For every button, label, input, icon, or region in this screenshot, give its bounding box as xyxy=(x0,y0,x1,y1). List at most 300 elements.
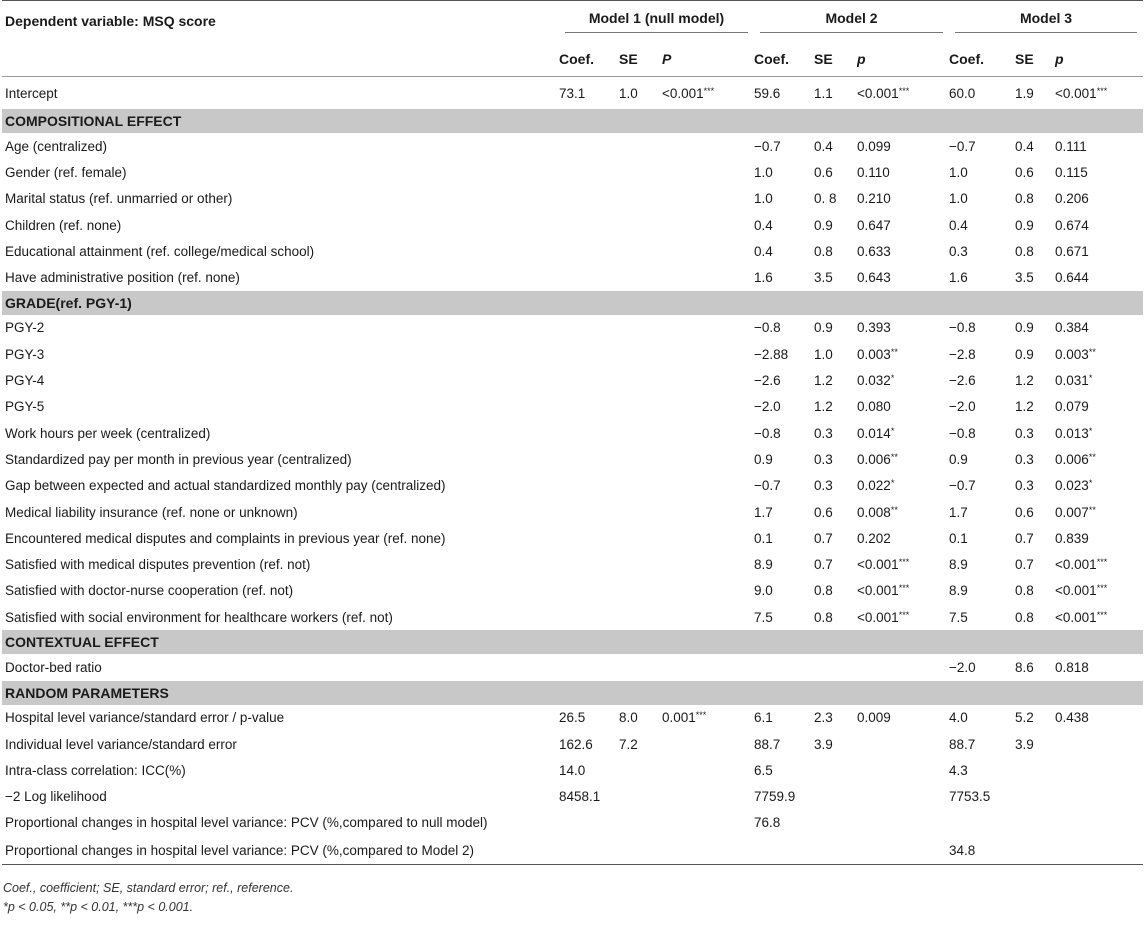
p-cell xyxy=(662,757,754,783)
section-title: RANDOM PARAMETERS xyxy=(2,681,1143,705)
se-cell xyxy=(1015,810,1055,836)
section-header xyxy=(2,681,1143,705)
p-cell xyxy=(662,341,754,367)
p-cell xyxy=(662,784,754,810)
se-cell: 0.3 xyxy=(814,425,833,441)
coef-cell xyxy=(559,420,619,446)
significance-stars: *** xyxy=(898,609,910,620)
table-row xyxy=(2,705,1143,731)
coef-cell xyxy=(754,654,814,680)
coef-cell: 7.5 xyxy=(754,609,773,625)
p-cell: 0.023* xyxy=(1055,478,1093,494)
p-cell: <0.001*** xyxy=(1055,85,1108,101)
se-cell: 0.8 xyxy=(814,583,833,599)
coef-cell: 8.9 xyxy=(949,557,968,573)
coef-cell: 73.1 xyxy=(559,85,586,101)
coef-cell: 7759.9 xyxy=(754,789,796,805)
se-cell: 5.2 xyxy=(1015,710,1034,726)
coef-cell xyxy=(559,315,619,341)
row-label: PGY-4 xyxy=(5,373,45,389)
row-label: Doctor-bed ratio xyxy=(5,659,102,675)
significance-stars: * xyxy=(890,478,895,489)
table-footnote xyxy=(3,879,1145,917)
table-row xyxy=(2,836,1143,865)
p-cell: 0.633 xyxy=(857,243,891,259)
se-cell xyxy=(619,784,662,810)
significance-stars: ** xyxy=(890,346,898,357)
p-cell xyxy=(857,836,949,865)
se-cell: 0.3 xyxy=(1015,451,1034,467)
significance-stars: ** xyxy=(1088,504,1096,515)
se-cell xyxy=(619,499,662,525)
p-cell xyxy=(1055,836,1143,865)
p-cell: <0.001*** xyxy=(662,85,715,101)
col-p: p xyxy=(857,41,949,77)
se-cell: 1.2 xyxy=(814,373,833,389)
p-cell xyxy=(662,810,754,836)
coef-cell: 8.9 xyxy=(949,583,968,599)
se-cell: 0.7 xyxy=(1015,557,1034,573)
row-label: Satisfied with social environment for healthcare workers (ref. not) xyxy=(5,609,393,625)
coef-cell: 76.8 xyxy=(754,815,781,831)
p-cell: 0.393 xyxy=(857,320,891,336)
se-cell: 0.6 xyxy=(1015,504,1034,520)
table-row xyxy=(2,604,1143,630)
p-cell xyxy=(662,473,754,499)
row-label: Gap between expected and actual standardized monthly pay (centralized) xyxy=(5,478,446,494)
p-cell xyxy=(662,238,754,264)
se-cell xyxy=(619,133,662,159)
table-row xyxy=(2,264,1143,290)
significance-stars: *** xyxy=(898,557,910,568)
table-row xyxy=(2,757,1143,783)
p-cell: 0.674 xyxy=(1055,217,1089,233)
row-label: Marital status (ref. unmarried or other) xyxy=(5,191,233,207)
model-3-header: Model 3 xyxy=(949,1,1143,42)
row-label: Standardized pay per month in previous year (centralized) xyxy=(5,451,352,467)
se-cell: 0.7 xyxy=(1015,530,1034,546)
col-p: p xyxy=(1055,41,1143,77)
p-cell xyxy=(1055,731,1143,757)
p-cell: 0.014* xyxy=(857,425,895,441)
coef-cell xyxy=(559,133,619,159)
se-cell xyxy=(619,446,662,472)
p-cell xyxy=(662,731,754,757)
coef-cell: 0.4 xyxy=(754,243,773,259)
p-cell: 0.818 xyxy=(1055,659,1089,675)
se-cell: 0.8 xyxy=(1015,609,1034,625)
coef-cell xyxy=(559,810,619,836)
col-se: SE xyxy=(1015,41,1055,77)
se-cell xyxy=(619,367,662,393)
p-cell xyxy=(662,836,754,865)
se-cell xyxy=(814,810,857,836)
table-row xyxy=(2,551,1143,577)
p-cell xyxy=(662,367,754,393)
coef-cell xyxy=(559,446,619,472)
p-cell: 0.008** xyxy=(857,504,898,520)
se-cell: 1.1 xyxy=(814,85,833,101)
coef-cell: 0.3 xyxy=(949,243,968,259)
coef-cell: 4.3 xyxy=(949,762,968,778)
p-cell xyxy=(662,315,754,341)
row-label: Hospital level variance/standard error / p-value xyxy=(5,710,285,726)
p-cell: 0.647 xyxy=(857,217,891,233)
p-cell xyxy=(662,394,754,420)
section-header xyxy=(2,109,1143,133)
se-cell: 0.9 xyxy=(814,217,833,233)
col-p: P xyxy=(662,41,754,77)
p-cell: 0.079 xyxy=(1055,399,1089,415)
coef-cell: 0.4 xyxy=(754,217,773,233)
p-cell: 0.202 xyxy=(857,530,891,546)
significance-stars: ** xyxy=(1088,346,1096,357)
p-cell: <0.001*** xyxy=(857,583,910,599)
model-2-header: Model 2 xyxy=(754,1,949,42)
se-cell xyxy=(619,551,662,577)
se-cell: 3.5 xyxy=(814,270,833,286)
p-cell: 0.099 xyxy=(857,138,891,154)
p-cell xyxy=(662,525,754,551)
table-row xyxy=(2,212,1143,238)
se-cell xyxy=(619,578,662,604)
p-cell: 0.210 xyxy=(857,191,891,207)
coef-cell: 1.0 xyxy=(754,191,773,207)
se-cell xyxy=(619,473,662,499)
p-cell: 0.007** xyxy=(1055,504,1096,520)
se-cell xyxy=(619,264,662,290)
row-label: Encountered medical disputes and complaints in previous year (ref. none) xyxy=(5,530,446,546)
p-cell xyxy=(857,784,949,810)
significance-stars: ** xyxy=(1088,451,1096,462)
significance-stars: * xyxy=(890,425,895,436)
p-cell xyxy=(857,757,949,783)
table-row xyxy=(2,159,1143,185)
coef-cell xyxy=(754,836,814,865)
model-1-header: Model 1 (null model) xyxy=(559,1,754,42)
row-label: Satisfied with doctor-nurse cooperation (ref. not) xyxy=(5,583,294,599)
p-cell: <0.001*** xyxy=(857,609,910,625)
se-cell: 1.0 xyxy=(814,346,833,362)
se-cell xyxy=(619,654,662,680)
coef-cell: −0.7 xyxy=(949,138,976,154)
section-title: GRADE(ref. PGY-1) xyxy=(2,291,1143,315)
section-header xyxy=(2,630,1143,654)
coef-cell xyxy=(559,654,619,680)
coef-cell: 26.5 xyxy=(559,710,586,726)
se-cell xyxy=(814,836,857,865)
row-label: Proportional changes in hospital level variance: PCV (%,compared to Model 2) xyxy=(2,836,559,865)
se-cell xyxy=(619,159,662,185)
regression-table xyxy=(2,0,1143,865)
significance-stars: *** xyxy=(1096,85,1108,96)
row-label: Have administrative position (ref. none) xyxy=(5,270,240,286)
p-cell: 0.006** xyxy=(1055,451,1096,467)
coef-cell: −2.88 xyxy=(754,346,789,362)
table-row xyxy=(2,525,1143,551)
se-cell: 0.4 xyxy=(1015,138,1034,154)
section-title: CONTEXTUAL EFFECT xyxy=(2,630,1143,654)
p-cell xyxy=(857,654,949,680)
p-cell xyxy=(1055,810,1143,836)
row-label: Educational attainment (ref. college/medical school) xyxy=(5,243,315,259)
se-cell: 0.6 xyxy=(814,164,833,180)
significance-stars: *** xyxy=(898,583,910,594)
coef-cell xyxy=(559,836,619,865)
table-row xyxy=(2,315,1143,341)
row-label: Medical liability insurance (ref. none or unknown) xyxy=(5,504,298,520)
table-row xyxy=(2,133,1143,159)
coef-cell: 34.8 xyxy=(949,836,1015,865)
coef-cell: −2.0 xyxy=(949,659,976,675)
se-cell: 0.3 xyxy=(1015,425,1034,441)
se-cell: 0.9 xyxy=(1015,217,1034,233)
coef-cell: 14.0 xyxy=(559,762,586,778)
coef-cell: 162.6 xyxy=(559,736,593,752)
se-cell: 0.9 xyxy=(1015,346,1034,362)
coef-cell xyxy=(949,810,1015,836)
table-row xyxy=(2,810,1143,836)
se-cell xyxy=(1015,757,1055,783)
coef-cell: −2.6 xyxy=(949,373,976,389)
p-cell xyxy=(662,578,754,604)
p-cell xyxy=(662,604,754,630)
se-cell xyxy=(814,784,857,810)
se-cell: 3.9 xyxy=(814,736,833,752)
coef-cell: 0.4 xyxy=(949,217,968,233)
se-cell xyxy=(619,420,662,446)
p-cell: <0.001*** xyxy=(1055,583,1108,599)
p-cell: 0.644 xyxy=(1055,270,1089,286)
coef-cell xyxy=(559,473,619,499)
se-cell: 0.6 xyxy=(814,504,833,520)
p-cell: 0.080 xyxy=(857,399,891,415)
table-row xyxy=(2,420,1143,446)
significance-stars: ** xyxy=(890,451,898,462)
coef-cell: −2.0 xyxy=(754,399,781,415)
p-cell: 0.009 xyxy=(857,710,891,726)
p-cell: 0.671 xyxy=(1055,243,1089,259)
p-cell: 0.643 xyxy=(857,270,891,286)
se-cell xyxy=(619,238,662,264)
significance-stars: *** xyxy=(703,85,715,96)
table-row xyxy=(2,654,1143,680)
coef-cell: 1.0 xyxy=(949,164,968,180)
coef-cell xyxy=(559,264,619,290)
se-cell: 3.5 xyxy=(1015,270,1034,286)
coef-cell: −0.8 xyxy=(949,425,976,441)
se-cell: 0.3 xyxy=(814,478,833,494)
se-cell: 1.2 xyxy=(1015,373,1034,389)
col-coef: Coef. xyxy=(559,41,619,77)
coef-cell xyxy=(559,367,619,393)
coef-cell: 8458.1 xyxy=(559,789,601,805)
p-cell xyxy=(857,810,949,836)
se-cell xyxy=(619,186,662,212)
coef-cell xyxy=(559,212,619,238)
se-cell: 0.8 xyxy=(1015,583,1034,599)
table-row xyxy=(2,446,1143,472)
p-cell: 0.003** xyxy=(1055,346,1096,362)
p-cell xyxy=(662,264,754,290)
p-cell: <0.001*** xyxy=(1055,557,1108,573)
table-row xyxy=(2,77,1143,110)
p-cell: <0.001*** xyxy=(857,85,910,101)
se-cell xyxy=(619,341,662,367)
coef-cell: 1.0 xyxy=(754,164,773,180)
coef-cell: 7753.5 xyxy=(949,789,991,805)
se-cell: 8.0 xyxy=(619,710,638,726)
se-cell xyxy=(619,836,662,865)
coef-cell xyxy=(559,394,619,420)
section-header xyxy=(2,291,1143,315)
col-coef: Coef. xyxy=(754,41,814,77)
se-cell xyxy=(619,212,662,238)
header-row-columns xyxy=(2,41,1143,77)
row-label: PGY-2 xyxy=(5,320,45,336)
se-cell: 8.6 xyxy=(1015,659,1034,675)
se-cell: 0.8 xyxy=(1015,243,1034,259)
p-cell xyxy=(662,212,754,238)
coef-cell: −2.0 xyxy=(949,399,976,415)
se-cell xyxy=(619,525,662,551)
table-row xyxy=(2,731,1143,757)
coef-cell: 0.9 xyxy=(949,451,968,467)
coef-cell: 88.7 xyxy=(949,736,976,752)
row-label: Individual level variance/standard error xyxy=(5,736,237,752)
table-row xyxy=(2,499,1143,525)
table-row xyxy=(2,238,1143,264)
se-cell: 0.7 xyxy=(814,530,833,546)
col-coef: Coef. xyxy=(949,41,1015,77)
coef-cell xyxy=(559,578,619,604)
coef-cell: 1.7 xyxy=(754,504,773,520)
coef-cell xyxy=(559,186,619,212)
significance-stars: *** xyxy=(898,85,910,96)
p-cell: 0.001*** xyxy=(662,710,707,726)
se-cell: 0.8 xyxy=(1015,191,1034,207)
row-label: PGY-5 xyxy=(5,399,45,415)
row-label: Gender (ref. female) xyxy=(5,164,127,180)
p-cell xyxy=(662,654,754,680)
coef-cell: 1.7 xyxy=(949,504,968,520)
coef-cell: −0.8 xyxy=(754,320,781,336)
p-cell: <0.001*** xyxy=(857,557,910,573)
coef-cell: −0.7 xyxy=(754,138,781,154)
p-cell: 0.839 xyxy=(1055,530,1089,546)
coef-cell: 8.9 xyxy=(754,557,773,573)
p-cell: <0.001*** xyxy=(1055,609,1108,625)
se-cell xyxy=(619,757,662,783)
row-label: Intra-class correlation: ICC(%) xyxy=(5,762,186,778)
significance-stars: *** xyxy=(1096,583,1108,594)
row-label: Age (centralized) xyxy=(5,138,108,154)
col-se: SE xyxy=(814,41,857,77)
header-row-models xyxy=(2,1,1143,42)
se-cell: 3.9 xyxy=(1015,736,1034,752)
coef-cell: 9.0 xyxy=(754,583,773,599)
se-cell xyxy=(619,394,662,420)
coef-cell: 1.6 xyxy=(754,270,773,286)
coef-cell: 60.0 xyxy=(949,85,976,101)
p-cell: 0.110 xyxy=(857,164,890,180)
coef-cell: −0.7 xyxy=(754,478,781,494)
p-cell xyxy=(662,499,754,525)
p-cell: 0.111 xyxy=(1055,138,1087,154)
coef-cell xyxy=(559,341,619,367)
se-cell xyxy=(1015,784,1055,810)
se-cell: 1.2 xyxy=(814,399,833,415)
significance-stars: * xyxy=(1088,373,1093,384)
significance-stars: * xyxy=(1088,478,1093,489)
se-cell: 1.2 xyxy=(1015,399,1034,415)
header-spacer xyxy=(2,41,559,77)
coef-cell: 1.0 xyxy=(949,191,968,207)
se-cell xyxy=(814,757,857,783)
p-cell: 0.003** xyxy=(857,346,898,362)
se-cell: 0.9 xyxy=(814,320,833,336)
p-cell xyxy=(857,731,949,757)
coef-cell xyxy=(559,525,619,551)
coef-cell: 1.6 xyxy=(949,270,968,286)
coef-cell: 59.6 xyxy=(754,85,781,101)
significance-stars: *** xyxy=(1096,557,1108,568)
coef-cell xyxy=(559,499,619,525)
significance-stars: *** xyxy=(1096,609,1108,620)
table-row xyxy=(2,473,1143,499)
se-cell: 0.4 xyxy=(814,138,833,154)
coef-cell: 0.9 xyxy=(754,451,773,467)
significance-stars: * xyxy=(1088,425,1093,436)
p-cell xyxy=(1055,784,1143,810)
p-cell xyxy=(1055,757,1143,783)
coef-cell: 88.7 xyxy=(754,736,781,752)
p-cell: 0.006** xyxy=(857,451,898,467)
coef-cell: −2.8 xyxy=(949,346,976,362)
row-label: −2 Log likelihood xyxy=(5,789,107,805)
section-title: COMPOSITIONAL EFFECT xyxy=(2,109,1143,133)
row-label: Satisfied with medical disputes prevention (ref. not) xyxy=(5,557,311,573)
se-cell: 7.2 xyxy=(619,736,638,752)
se-cell: 0.7 xyxy=(814,557,833,573)
se-cell xyxy=(1015,836,1055,865)
coef-cell xyxy=(559,238,619,264)
coef-cell: 0.1 xyxy=(754,530,773,546)
coef-cell: 6.1 xyxy=(754,710,773,726)
significance-stars: ** xyxy=(890,504,898,515)
p-cell: 0.384 xyxy=(1055,320,1089,336)
coef-cell xyxy=(559,604,619,630)
p-cell xyxy=(662,159,754,185)
row-label: Children (ref. none) xyxy=(5,217,122,233)
p-cell: 0.032* xyxy=(857,373,895,389)
significance-stars: *** xyxy=(695,710,707,721)
p-cell: 0.206 xyxy=(1055,191,1089,207)
table-row xyxy=(2,367,1143,393)
p-cell xyxy=(662,186,754,212)
significance-stars: * xyxy=(890,373,895,384)
table-row xyxy=(2,578,1143,604)
coef-cell xyxy=(559,551,619,577)
row-label: Intercept xyxy=(5,85,58,101)
se-cell: 1.9 xyxy=(1015,85,1034,101)
table-row xyxy=(2,186,1143,212)
se-cell: 1.0 xyxy=(619,85,638,101)
p-cell: 0.031* xyxy=(1055,373,1093,389)
dependent-variable-label: Dependent variable: MSQ score xyxy=(2,1,559,42)
table-row xyxy=(2,784,1143,810)
se-cell: 0.8 xyxy=(814,609,833,625)
